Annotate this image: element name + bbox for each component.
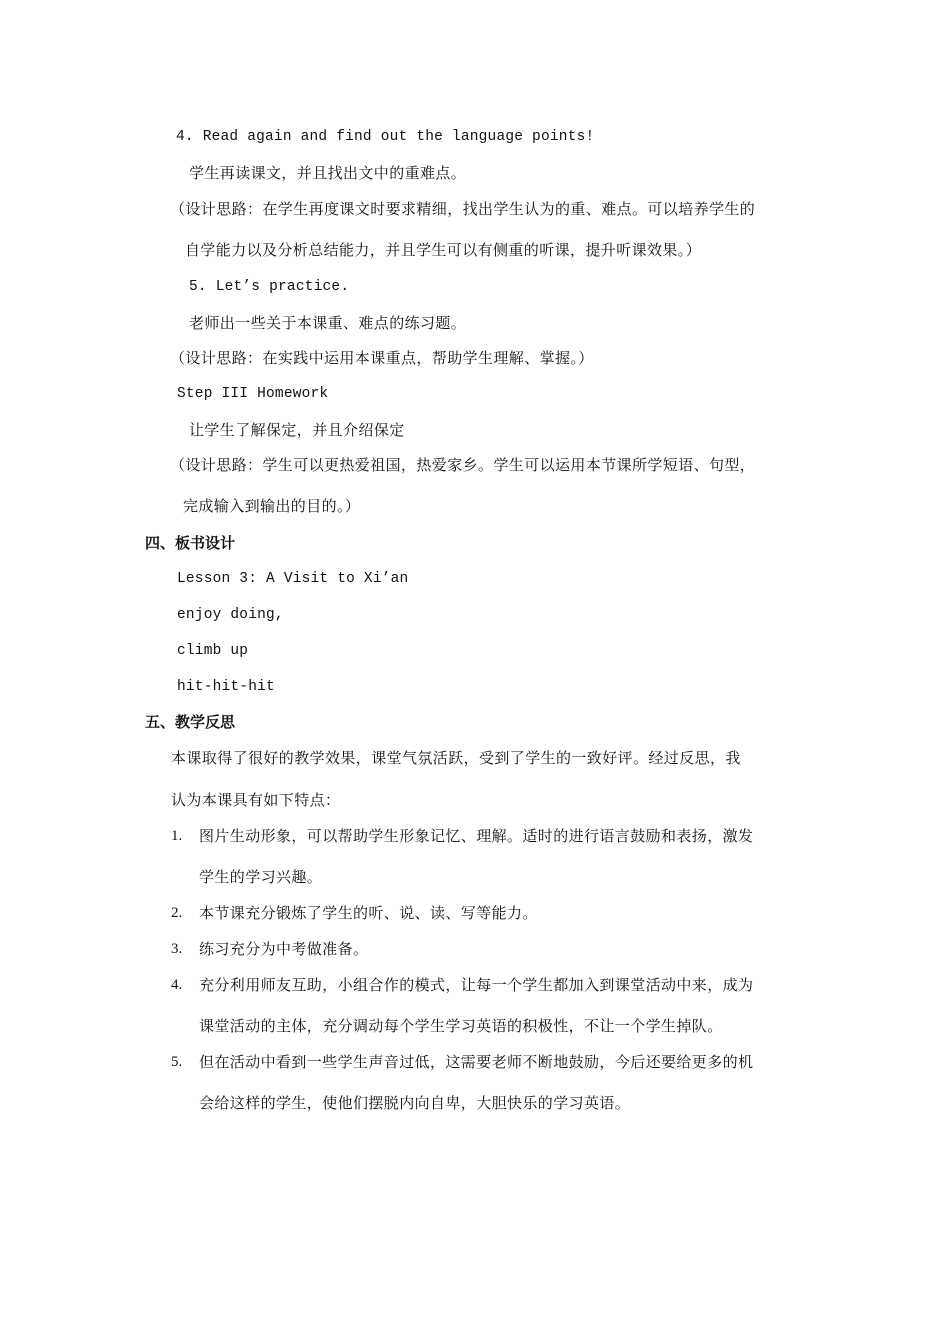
reflection-intro-line-1: 本课取得了很好的教学效果，课堂气氛活跃，受到了学生的一致好评。经过反思，我	[171, 749, 741, 767]
board-line: Lesson 3: A Visit to Xi’an	[177, 571, 409, 587]
list-item-text: 本节课充分锻炼了学生的听、说、读、写等能力。	[199, 904, 538, 922]
list-item-text: 充分利用师友互助，小组合作的模式，让每一个学生都加入到课堂活动中来，成为	[199, 976, 754, 994]
list-item-text: 课堂活动的主体，充分调动每个学生学习英语的积极性，不让一个学生掉队。	[199, 1017, 723, 1035]
list-number: 5.	[171, 1054, 183, 1070]
list-number: 3.	[171, 941, 183, 957]
board-line: hit-hit-hit	[177, 679, 275, 695]
list-number: 2.	[171, 905, 183, 921]
step-5-design: （设计思路：在实践中运用本课重点，帮助学生理解、掌握。）	[170, 349, 594, 367]
reflection-intro-line-2: 认为本课具有如下特点：	[171, 791, 341, 809]
step-4-text: 学生再读课文，并且找出文中的重难点。	[189, 164, 467, 182]
list-item-text: 但在活动中看到一些学生声音过低，这需要老师不断地鼓励，今后还要给更多的机	[199, 1053, 754, 1071]
list-number: 4.	[171, 977, 183, 993]
board-line: enjoy doing,	[177, 607, 284, 623]
list-item-text: 图片生动形象，可以帮助学生形象记忆、理解。适时的进行语言鼓励和表扬，激发	[199, 827, 754, 845]
board-design-heading: 四、板书设计	[145, 534, 236, 552]
step-4-design-line-1: （设计思路：在学生再度课文时要求精细，找出学生认为的重、难点。可以培养学生的	[170, 200, 756, 218]
list-item-text: 练习充分为中考做准备。	[199, 940, 369, 958]
step-3-text: 让学生了解保定，并且介绍保定	[189, 421, 405, 439]
reflection-heading: 五、教学反思	[145, 713, 236, 731]
step-4-title: 4. Read again and find out the language points!	[176, 129, 595, 145]
list-item-text: 会给这样的学生，使他们摆脱内向自卑，大胆快乐的学习英语。	[199, 1094, 631, 1112]
step-5-title: 5. Let’s practice.	[189, 279, 350, 295]
list-item-text: 学生的学习兴趣。	[199, 868, 323, 886]
step-3-title: Step III Homework	[177, 386, 329, 402]
step-3-design-line-1: （设计思路：学生可以更热爱祖国，热爱家乡。学生可以运用本节课所学短语、句型，	[170, 456, 756, 474]
step-4-design-line-2: 自学能力以及分析总结能力，并且学生可以有侧重的听课，提升听课效果。）	[185, 241, 702, 259]
board-line: climb up	[177, 643, 249, 659]
step-5-text: 老师出一些关于本课重、难点的练习题。	[189, 314, 467, 332]
step-3-design-line-2: 完成输入到输出的目的。）	[183, 497, 361, 515]
list-number: 1.	[171, 828, 183, 844]
